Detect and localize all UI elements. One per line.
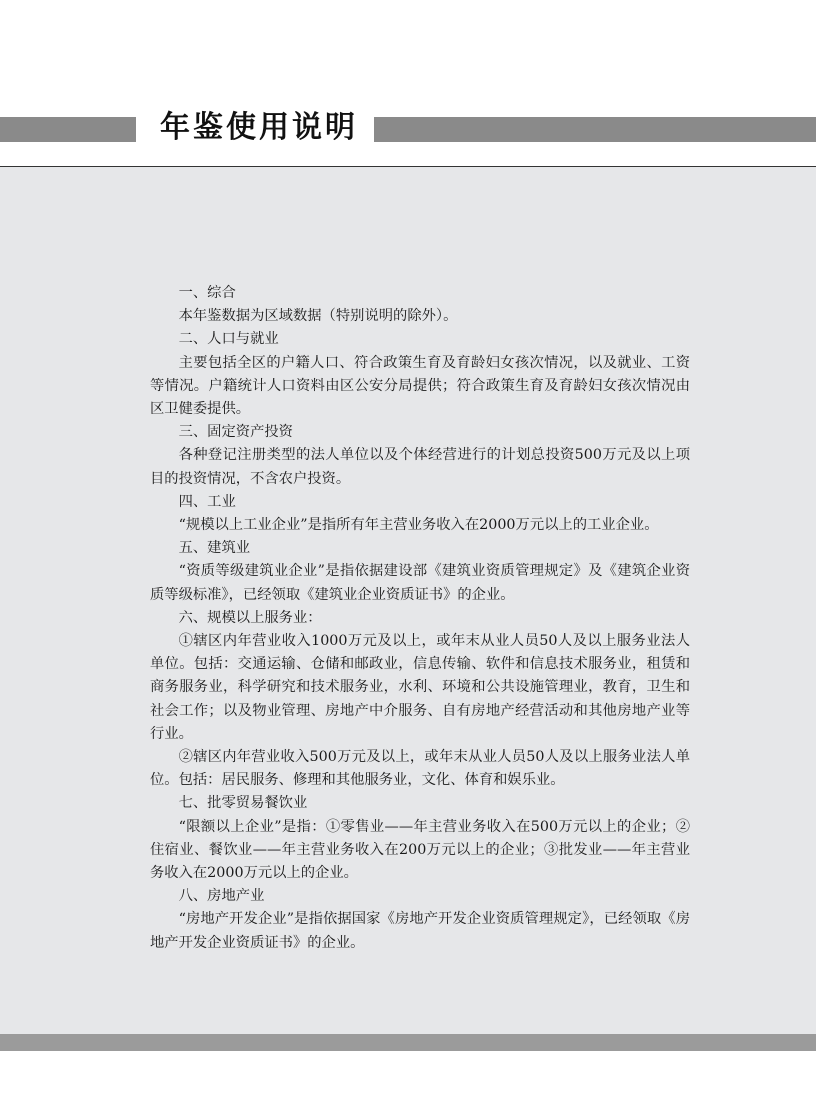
section-heading-fixed-assets: 三、固定资产投资	[178, 424, 293, 441]
section-heading-population: 二、人口与就业	[178, 331, 279, 348]
bottom-bar	[0, 1034, 816, 1051]
page-title: 年鉴使用说明	[160, 110, 358, 145]
section-paragraph: “限额以上企业”是指：①零售业——年主营业务收入在500万元以上的企业；②住宿业、餐饮业——年主营业务收入在200万元以上的企业；③批发业——年主营业务收入在2000万元以上的企业。	[150, 818, 690, 882]
title-band	[0, 104, 816, 152]
section-heading-real-estate: 八、房地产业	[178, 888, 265, 905]
section-paragraph: ②辖区内年营业收入500万元及以上，或年末从业人员50人及以上服务业法人单位。包括：居民服务、修理和其他服务业，文化、体育和娱乐业。	[150, 749, 690, 789]
section-heading-industry: 四、工业	[178, 493, 236, 510]
section-heading-general: 一、综合	[178, 285, 236, 301]
section-paragraph: 本年鉴数据为区域数据（特别说明的除外）。	[178, 308, 458, 325]
section-heading-construction: 五、建筑业	[178, 540, 251, 557]
section-paragraph: ①辖区内年营业收入1000万元及以上，或年末从业人员50人及以上服务业法人单位。包括：交通运输、仓储和邮政业，信息传输、软件和信息技术服务业，租赁和商务服务业，科学研究和技术服务业，水利、环境和公共设施管理业，教育，卫生和社会工作；以及物业管理、房地产中介服务、自有房地产经营活动和其他房地产业等行业。	[150, 633, 690, 742]
section-paragraph: 各种登记注册类型的法人单位以及个体经营进行的计划总投资500万元及以上项目的投资情况，不含农户投资。	[150, 447, 690, 487]
title-bar-left	[0, 117, 136, 142]
section-paragraph: 主要包括全区的户籍人口、符合政策生育及育龄妇女孩次情况，以及就业、工资等情况。户籍统计人口资料由区公安分局提供；符合政策生育及育龄妇女孩次情况由区卫健委提供。	[150, 354, 690, 418]
section-paragraph: “规模以上工业企业”是指所有年主营业务收入在2000万元以上的工业企业。	[178, 517, 659, 534]
section-heading-services: 六、规模以上服务业：	[178, 609, 322, 626]
section-paragraph: “房地产开发企业”是指依据国家《房地产开发企业资质管理规定》，已经领取《房地产开发企业资质证书》的企业。	[150, 911, 690, 951]
title-bar-right	[374, 117, 816, 142]
section-heading-retail: 七、批零贸易餐饮业	[178, 795, 308, 812]
section-paragraph: “资质等级建筑业企业”是指依据建设部《建筑业资质管理规定》及《建筑企业资质等级标准》，已经领取《建筑业企业资质证书》的企业。	[150, 563, 690, 603]
text-block	[150, 282, 690, 955]
